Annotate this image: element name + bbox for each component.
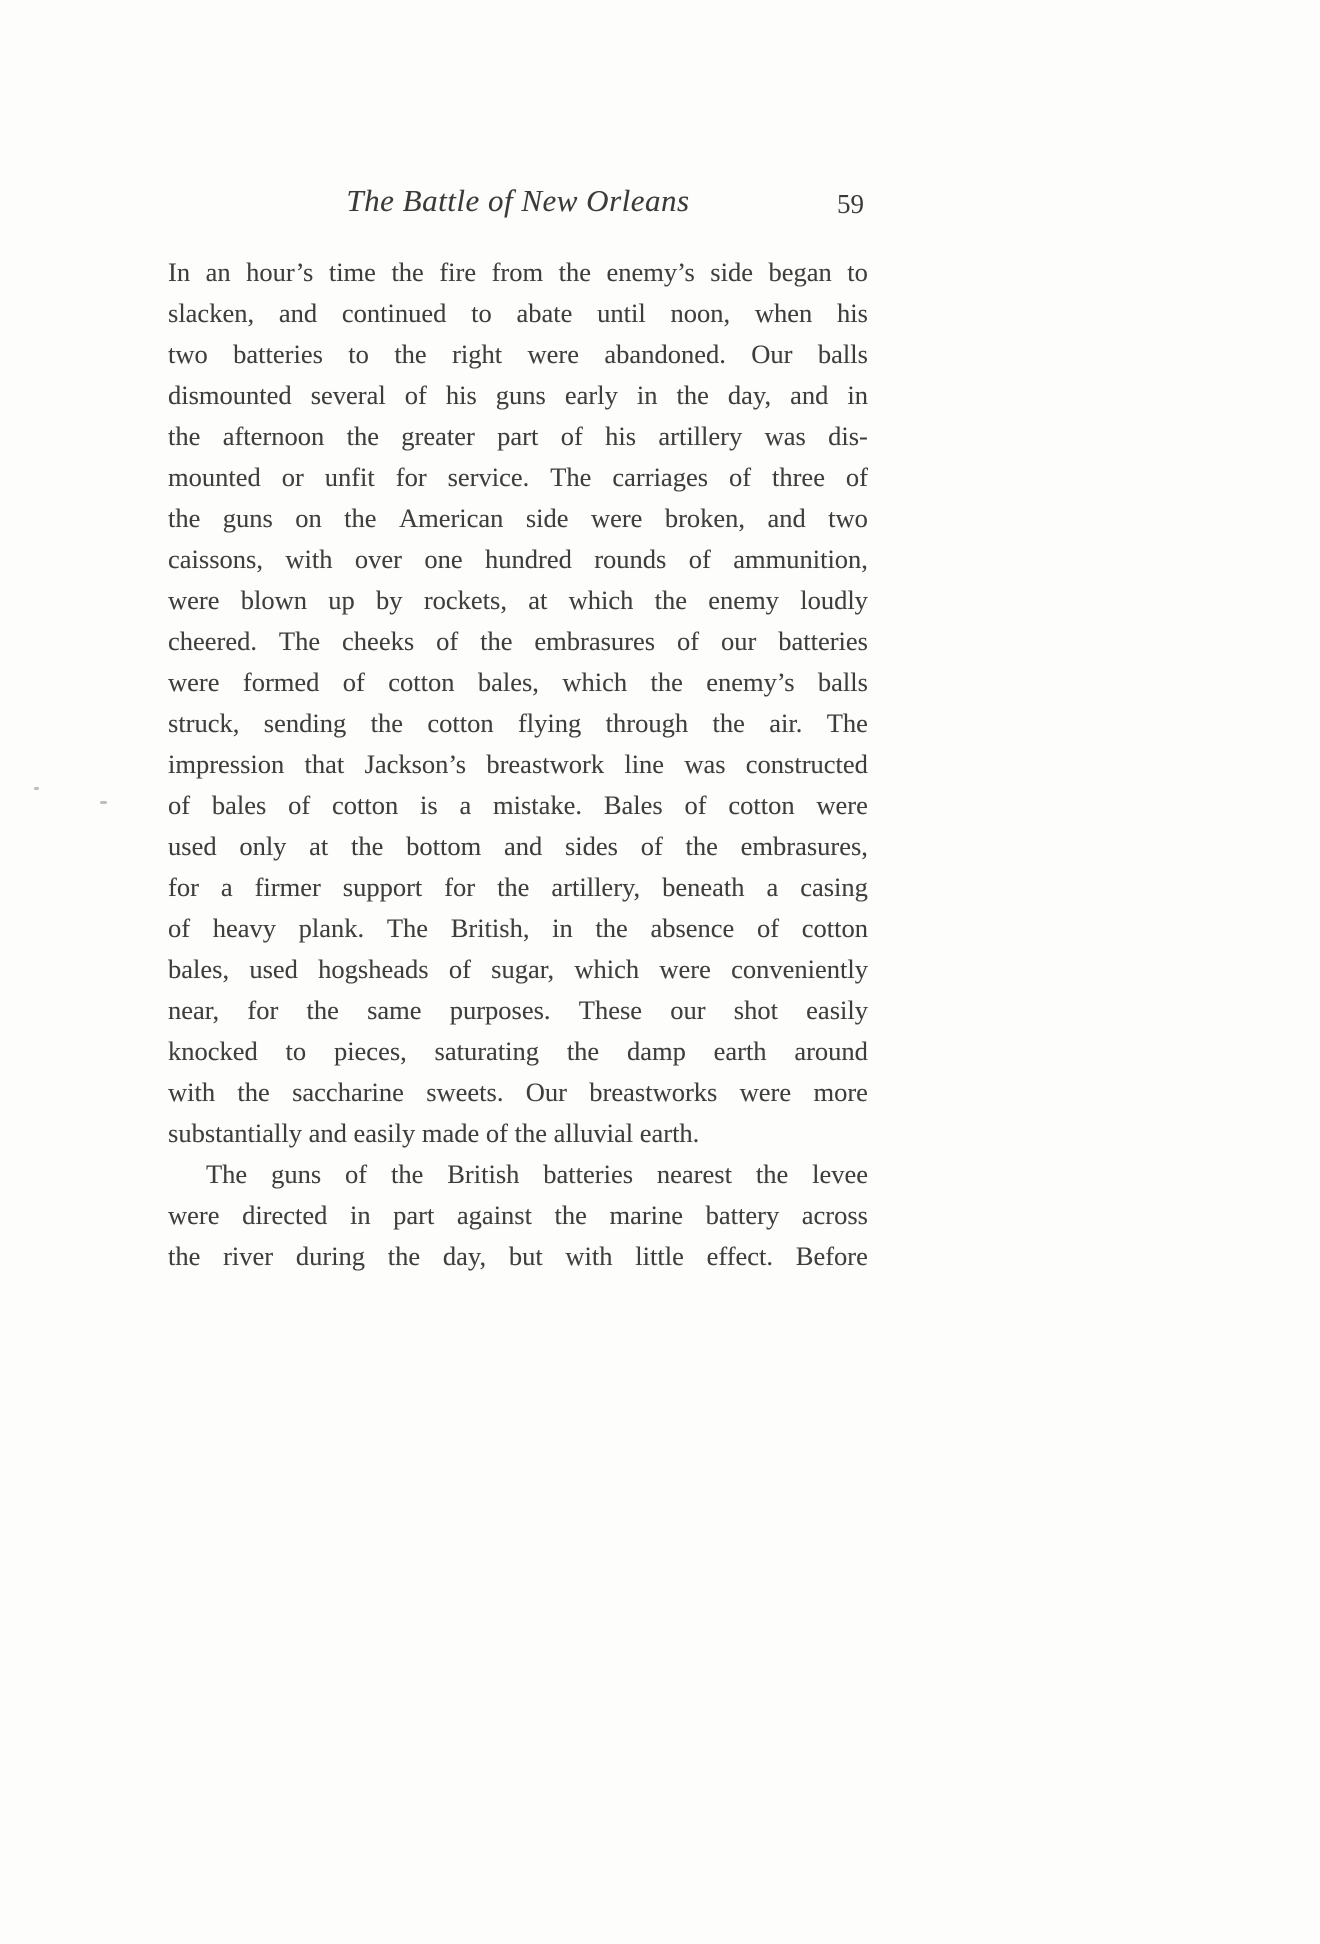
paragraph bbox=[168, 1154, 868, 1277]
text-line: were blown up by rockets, at which the enemy loudly bbox=[168, 585, 868, 615]
text-line: In an hour’s time the fire from the enemy’s side began to bbox=[168, 257, 868, 287]
page-header bbox=[168, 183, 868, 227]
text-line: of bales of cotton is a mistake. Bales of cotton were bbox=[168, 790, 868, 820]
running-title: The Battle of New Orleans bbox=[346, 183, 690, 218]
text-line: cheered. The cheeks of the embrasures of our batteries bbox=[168, 626, 868, 656]
text-line: near, for the same purposes. These our shot easily bbox=[168, 995, 868, 1025]
text-line: slacken, and continued to abate until noon, when his bbox=[168, 298, 868, 328]
text-line: were directed in part against the marine battery across bbox=[168, 1200, 868, 1230]
text-line: two batteries to the right were abandoned. Our balls bbox=[168, 339, 868, 369]
text-line: used only at the bottom and sides of the embrasures, bbox=[168, 831, 868, 861]
text-line: mounted or unfit for service. The carriages of three of bbox=[168, 462, 868, 492]
text-line: knocked to pieces, saturating the damp earth around bbox=[168, 1036, 868, 1066]
text-line: for a firmer support for the artillery, beneath a casing bbox=[168, 872, 868, 902]
text-line: the afternoon the greater part of his artillery was dis- bbox=[168, 421, 868, 451]
text-line: The guns of the British batteries nearest the levee bbox=[206, 1159, 868, 1189]
paragraph bbox=[168, 252, 868, 1154]
text-line: bales, used hogsheads of sugar, which were conveniently bbox=[168, 954, 868, 984]
text-line: substantially and easily made of the alluvial earth. bbox=[168, 1118, 700, 1148]
text-line: with the saccharine sweets. Our breastworks were more bbox=[168, 1077, 868, 1107]
text-line: were formed of cotton bales, which the enemy’s balls bbox=[168, 667, 868, 697]
text-line: dismounted several of his guns early in the day, and in bbox=[168, 380, 868, 410]
text-line: caissons, with over one hundred rounds of ammunition, bbox=[168, 544, 868, 574]
text-line: of heavy plank. The British, in the absence of cotton bbox=[168, 913, 868, 943]
text-line: struck, sending the cotton flying through the air. The bbox=[168, 708, 868, 738]
page-number: 59 bbox=[837, 189, 864, 219]
scan-speck bbox=[100, 801, 107, 804]
text-line: the river during the day, but with little effect. Before bbox=[168, 1241, 868, 1271]
scan-speck bbox=[34, 787, 39, 790]
text-line: impression that Jackson’s breastwork line was constructed bbox=[168, 749, 868, 779]
text-line: the guns on the American side were broken, and two bbox=[168, 503, 868, 533]
page-body bbox=[168, 252, 868, 1277]
